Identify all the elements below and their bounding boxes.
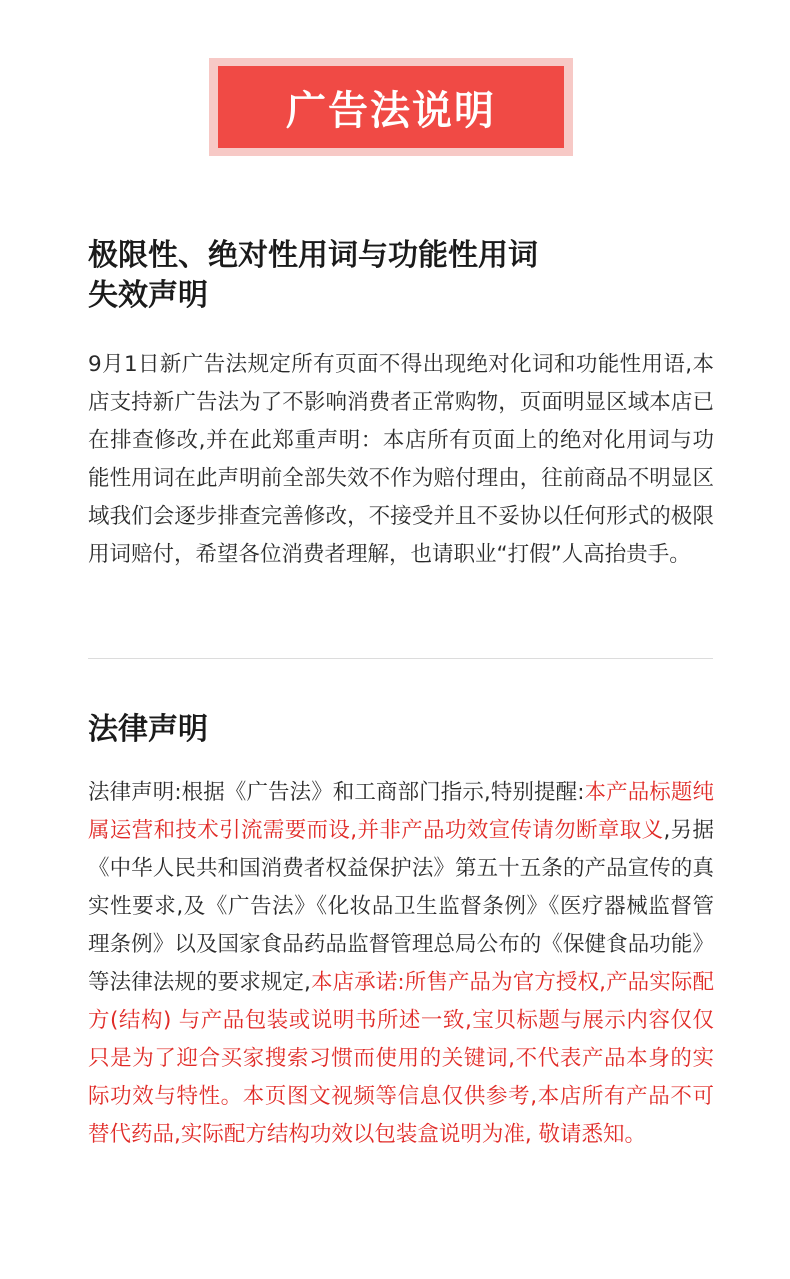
section1-heading-line2: 失效声明 [88, 278, 208, 313]
section2-body [88, 774, 714, 1154]
section2-body-highlight1: 本产品标题纯属运营和技术引流需要而设,并非产品功效宣传请勿断章取义 [88, 780, 714, 843]
title-banner [209, 58, 573, 156]
section1-body: 9月1日新广告法规定所有页面不得出现绝对化词和功能性用语,本店支持新广告法为了不影响消费者正常购物，页面明显区域本店已在排查修改,并在此郑重声明：本店所有页面上的绝对化用词与功能性用词在此声明前全部失效不作为赔付理由，往前商品不明显区域我们会逐步排查完善修改，不接受并且不妥协以任何形式的极限用词赔付，希望各位消费者理解，也请职业“打假”人高抬贵手。 [88, 352, 714, 567]
section2-body-part3: ,另据《中华人民共和国消费者权益保护法》第五十五条的产品宣传的真实性要求,及《广告法》《化妆品卫生监督条例》《医疗器械监督管理条例》以及国家食品药品监督管理总局公布的《保健食品功能》等法律法规的要求规定, [88, 818, 714, 995]
section1-heading-line1: 极限性、绝对性用词与功能性用词 [88, 238, 538, 273]
section2-body-highlight2: 本店承诺:所售产品为官方授权,产品实际配方(结构) 与产品包装或说明书所述一致,宝贝标题与展示内容仅仅只是为了迎合买家搜索习惯而使用的关键词,不代表产品本身的实际功效与特性。本页图文视频等信息仅供参考,本店所有产品不可替代药品,实际配方结构功效以包装盒说明为准, 敬请悉知。 [88, 970, 714, 1147]
section2-heading: 法律声明 [88, 712, 208, 747]
section2-body-part1: 法律声明:根据《广告法》和工商部门指示,特别提醒: [88, 780, 585, 805]
banner-title: 广告法说明 [218, 66, 564, 148]
section-divider [88, 658, 713, 659]
section1-heading [88, 236, 708, 316]
